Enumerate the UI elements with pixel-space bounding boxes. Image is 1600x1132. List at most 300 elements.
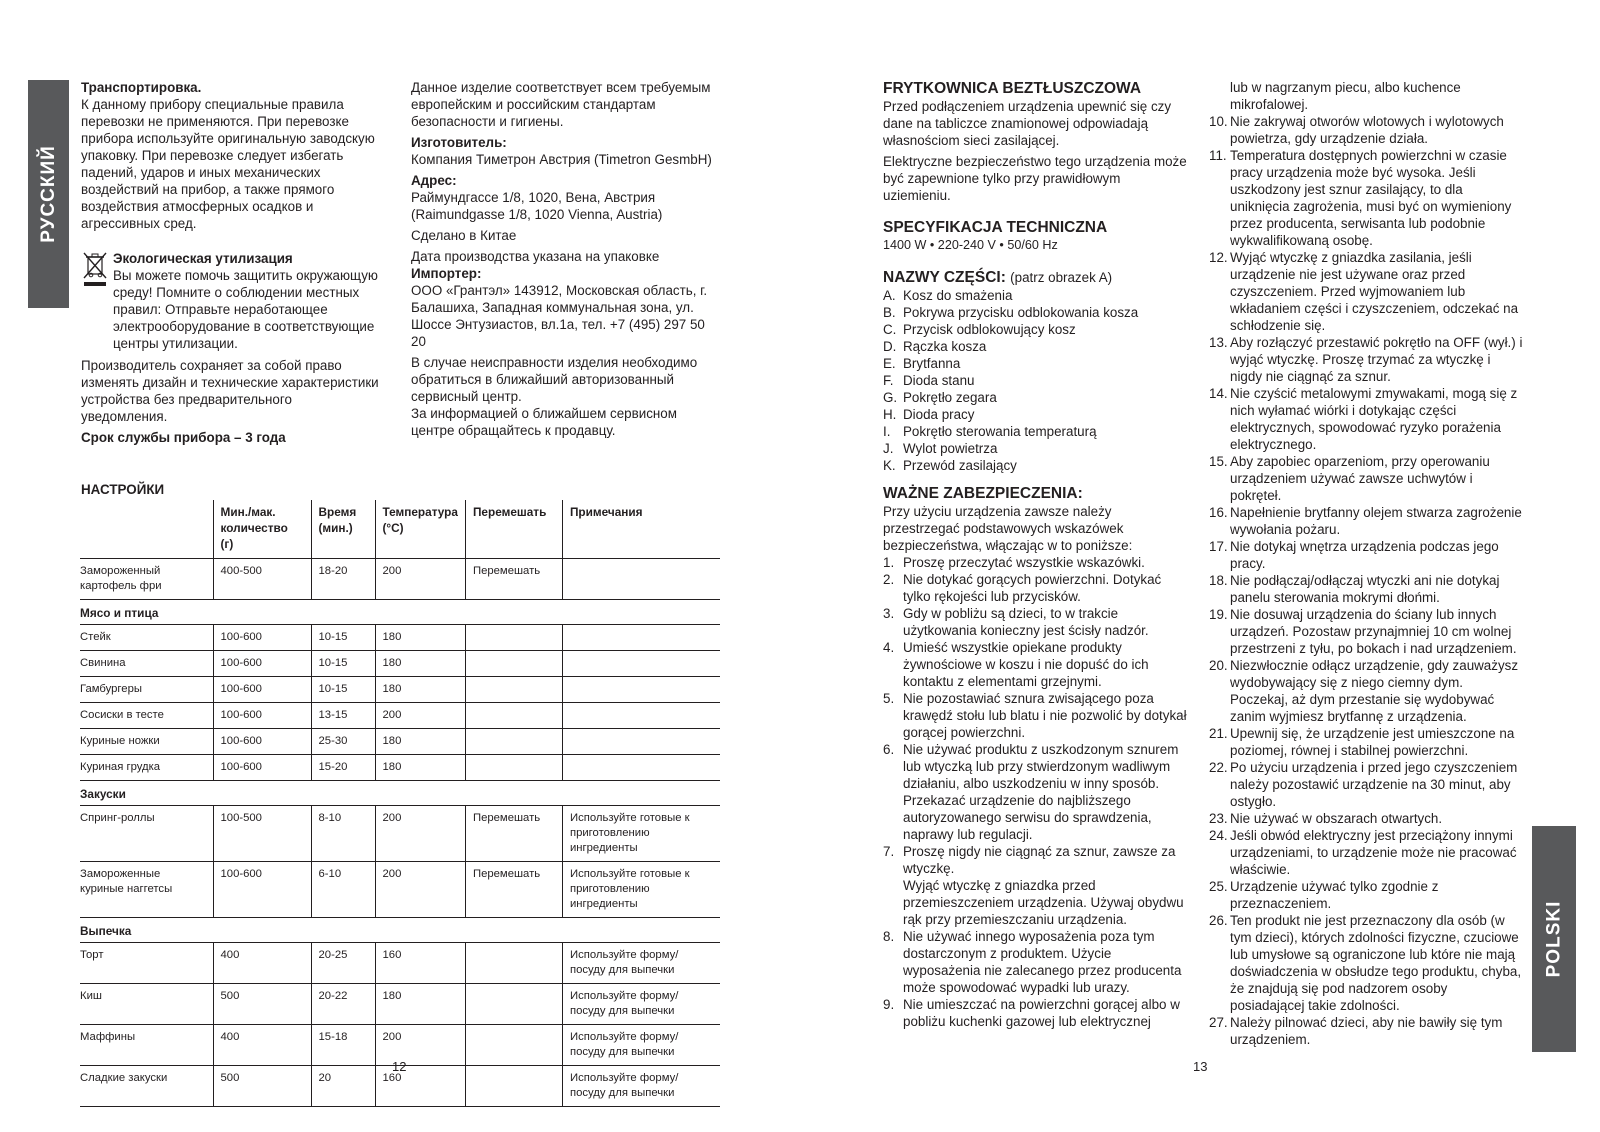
table-group-label: Закуски	[80, 787, 126, 801]
list-item-number: 3.	[883, 606, 895, 621]
list-item-number: I.	[883, 424, 891, 439]
table-cell: 200	[375, 806, 465, 862]
page-number-right: 13	[1193, 1059, 1208, 1074]
list-item-text	[1230, 334, 1523, 385]
table-row	[80, 755, 720, 781]
list-item-text	[903, 372, 974, 389]
list-item-text-main: Niezwłocznie odłącz urządzenie, gdy zauważysz wydobywający się z niego ciemny dym. Poczekaj, aż dym przestanie się wydobywać zanim wyjmiesz brytfannę z urządzenia.	[1230, 658, 1519, 724]
table-row	[80, 703, 720, 729]
safety-list-item	[883, 741, 1187, 843]
parts-list	[883, 287, 1187, 474]
list-item-text-main: Pokrywa przycisku odblokowania kosza	[903, 305, 1139, 320]
table-cell: Замороженный картофель фри	[80, 565, 162, 592]
list-item-number: 12.	[1209, 250, 1228, 265]
safety-list-continued	[1209, 113, 1523, 1048]
list-item-text-main: Nie używać innego wyposażenia poza tym dostarczonym z produktem. Użycie wyposażenia nie zalecanego przez producenta może spowodować wypadki lub urazy.	[903, 929, 1182, 995]
table-cell: Свинина	[80, 657, 126, 669]
list-item-text-extra: Wyjąć wtyczkę z gniazdka przed przemieszczeniem urządzenia. Używaj obydwu rąk przy przemieszczaniu urządzenia.	[903, 878, 1184, 927]
table-cell	[562, 625, 720, 651]
list-item-number: B.	[883, 305, 896, 320]
parts-heading	[883, 268, 1187, 287]
service-text: В случае неисправности изделия необходимо обратиться в ближайший авторизованный сервисный центр.	[411, 355, 698, 404]
list-item-text-main: Dioda stanu	[903, 373, 975, 388]
list-item-number: 27.	[1209, 1015, 1228, 1030]
table-cell: Перемешать	[465, 862, 562, 918]
list-item-text-main: Rączka kosza	[903, 339, 987, 354]
table-cell: 400	[213, 943, 311, 984]
table-cell: 200	[375, 703, 465, 729]
parts-list-item	[883, 287, 1187, 304]
table-cell: Куриные ножки	[80, 735, 160, 747]
safety-list-item	[1209, 249, 1523, 334]
safety-list-item	[883, 690, 1187, 741]
language-tab-russian	[28, 80, 69, 308]
list-item-text	[1230, 827, 1523, 878]
list-item-text	[1230, 147, 1523, 249]
table-cell: 100-600	[213, 651, 311, 677]
list-item-text-main: Nie pozostawiać sznura zwisającego poza krawędź stołu lub blatu i nie pozwolić by dotykał gorącej powierzchni.	[903, 691, 1187, 740]
table-cell: Замороженные куриные наггетсы	[80, 868, 173, 895]
settings-table-body	[80, 559, 720, 1107]
settings-title: НАСТРОЙКИ	[81, 482, 165, 497]
safety-intro: Przy użyciu urządzenia zawsze należy przestrzegać podstawowych wskazówek bezpieczeństwa, włączając w to poniższe:	[883, 504, 1133, 553]
table-cell: 100-600	[213, 703, 311, 729]
safety-list-item	[1209, 385, 1523, 453]
list-item-number: G.	[883, 390, 898, 405]
list-item-number: 6.	[883, 742, 895, 757]
transport-title: Транспортировка.	[81, 80, 202, 95]
table-cell: Спринг-роллы	[80, 812, 155, 824]
table-cell	[465, 1025, 562, 1066]
list-item-text	[1230, 113, 1523, 147]
table-group-row	[80, 918, 720, 943]
list-item-number: 15.	[1209, 454, 1228, 469]
safety-list	[883, 554, 1187, 1030]
safety-list-item	[1209, 827, 1523, 878]
table-cell: 8-10	[311, 806, 375, 862]
list-item-text	[903, 304, 1138, 321]
eco-text: Вы можете помочь защитить окружающую среду! Помните о соблюдении местных правил: Отправьте неработающее электрооборудование в соответствующие центры утилизации.	[113, 268, 378, 351]
list-item-number: 17.	[1209, 539, 1228, 554]
table-row	[80, 729, 720, 755]
settings-table	[80, 500, 720, 1107]
list-item-number: J.	[883, 441, 894, 456]
safety-list-item	[1209, 606, 1523, 657]
table-cell: 180	[375, 651, 465, 677]
list-item-text-main: Nie dotykaj wnętrza urządzenia podczas jego pracy.	[1230, 539, 1499, 571]
table-cell: 500	[213, 1066, 311, 1107]
list-item-number: 5.	[883, 691, 895, 706]
table-cell: 100-600	[213, 625, 311, 651]
list-item-number: 4.	[883, 640, 895, 655]
list-item-text	[1230, 572, 1523, 606]
list-item-text-main: Nie używać produktu z uszkodzonym sznurem lub wtyczką lub przy stwierdzonym wadliwym działaniu, albo uszkodzeniu w inny sposób. Przekazać urządzenie do najbliższego autoryzowanego serwisu do sprawdzenia, naprawy lub regulacji.	[903, 742, 1179, 842]
table-cell	[465, 755, 562, 781]
list-item-text	[903, 338, 986, 355]
list-item-text	[903, 928, 1187, 996]
list-item-text	[903, 554, 1145, 571]
table-cell: Используйте готовые к приготовлению ингредиенты	[562, 862, 720, 918]
table-cell: 100-600	[213, 729, 311, 755]
list-item-text	[1230, 606, 1523, 657]
table-cell: 20	[311, 1066, 375, 1107]
list-item-number: 10.	[1209, 114, 1228, 129]
table-cell: 10-15	[311, 677, 375, 703]
pl-left-column	[883, 79, 1187, 1030]
list-item-text	[903, 741, 1187, 843]
list-item-text	[903, 457, 1017, 474]
table-header-cell: Перемешать	[465, 500, 562, 559]
safety-list-item	[1209, 657, 1523, 725]
table-row	[80, 806, 720, 862]
list-item-text	[1230, 1014, 1523, 1048]
table-cell: Сосиски в тесте	[80, 709, 164, 721]
list-item-text-main: Kosz do smażenia	[903, 288, 1013, 303]
manufacturer-label: Изготовитель:	[411, 135, 507, 150]
table-cell: Используйте готовые к приготовлению ингредиенты	[562, 806, 720, 862]
list-item-number: 13.	[1209, 335, 1228, 350]
list-item-text	[903, 843, 1187, 928]
list-item-text-main: Nie zakrywaj otworów wlotowych i wylotowych powietrza, gdy urządzenie działa.	[1230, 114, 1504, 146]
table-row	[80, 625, 720, 651]
safety-list-item	[883, 554, 1187, 571]
list-item-number: D.	[883, 339, 897, 354]
list-item-number: 2.	[883, 572, 895, 587]
list-item-text-main: Pokrętło zegara	[903, 390, 997, 405]
table-cell	[465, 703, 562, 729]
list-item-text	[903, 423, 1097, 440]
list-item-text	[1230, 657, 1523, 725]
list-item-text-main: Urządzenie używać tylko zgodnie z przeznaczeniem.	[1230, 879, 1439, 911]
table-cell: Используйте форму/ посуду для выпечки	[562, 984, 720, 1025]
list-item-text-main: Temperatura dostępnych powierzchni w czasie pracy urządzenia może być wysoka. Jeśli uszkodzony jest sznur zasilający, to dla uniknięcia zagrożenia, musi być on wymieniony przez producenta, serwisanta lub podobnie wykwalifikowaną osobę.	[1230, 148, 1512, 248]
table-cell	[465, 651, 562, 677]
table-cell: Куриная грудка	[80, 761, 161, 773]
conformity-text: Данное изделие соответствует всем требуемым европейским и российским стандартам безопасности и гигиены.	[411, 80, 711, 129]
list-item-number: 7.	[883, 844, 895, 859]
list-item-text-main: Nie umieszczać na powierzchni gorącej albo w pobliżu kuchenki gazowej lub elektrycznej	[903, 997, 1180, 1029]
parts-list-item	[883, 355, 1187, 372]
safety-list-item	[1209, 504, 1523, 538]
ru-left-column	[81, 79, 381, 450]
table-cell	[465, 984, 562, 1025]
safety-list-item	[883, 928, 1187, 996]
list-item-text-main: Ten produkt nie jest przeznaczony dla osób (w tym dzieci), których zdolności fizyczne, czuciowe lub umysłowe są ograniczone lub które nie mają doświadczenia w obsłudze tego produktu, chyba, że znajdują się pod nadzorem osoby posiadającej takie zdolności.	[1230, 913, 1522, 1013]
table-header-cell: Примечания	[562, 500, 720, 559]
list-item-text-main: Jeśli obwód elektryczny jest przeciążony innymi urządzeniami, to urządzenie może nie pracować właściwie.	[1230, 828, 1517, 877]
parts-list-item	[883, 372, 1187, 389]
table-cell	[465, 943, 562, 984]
table-cell: 100-600	[213, 677, 311, 703]
safety-list-item	[1209, 912, 1523, 1014]
list-item-text	[903, 440, 997, 457]
importer-text: ООО «Грантэл» 143912, Московская область, г. Балашиха, Западная коммунальная зона, ул. Шоссе Энтузиастов, вл.1а, тел. +7 (495) 297 50 20	[411, 283, 708, 349]
table-cell: 160	[375, 1066, 465, 1107]
table-cell	[465, 729, 562, 755]
parts-list-item	[883, 406, 1187, 423]
table-cell: Перемешать	[465, 806, 562, 862]
table-cell: 10-15	[311, 651, 375, 677]
list-item-text-main: Nie dosuwaj urządzenia do ściany lub innych urządzeń. Pozostaw przynajmniej 10 cm wolnej przestrzeni z tyłu, po bokach i nad urządzeniem.	[1230, 607, 1517, 656]
table-cell: 200	[375, 862, 465, 918]
table-header-row	[80, 500, 720, 559]
safety-continuation: lub w nagrzanym piecu, albo kuchence mikrofalowej.	[1230, 80, 1461, 112]
parts-list-item	[883, 440, 1187, 457]
table-header-cell: Температура (°C)	[375, 500, 465, 559]
parts-list-item	[883, 304, 1187, 321]
safety-list-item	[883, 639, 1187, 690]
table-cell: 160	[375, 943, 465, 984]
table-cell	[562, 677, 720, 703]
list-item-text	[1230, 912, 1523, 1014]
table-cell	[562, 703, 720, 729]
table-cell: 500	[213, 984, 311, 1025]
list-item-text-main: Umieść wszystkie opiekane produkty żywnościowe w koszu i nie dopuść do ich kontaktu z elementami grzejnymi.	[903, 640, 1149, 689]
list-item-text	[1230, 725, 1523, 759]
importer-label: Импортер:	[411, 266, 482, 281]
made-in-text: Сделано в Китае	[411, 228, 517, 243]
list-item-text-main: Dioda pracy	[903, 407, 975, 422]
safety-list-item	[1209, 878, 1523, 912]
table-cell: Сладкие закуски	[80, 1072, 168, 1084]
table-cell: 200	[375, 559, 465, 600]
table-cell: 13-15	[311, 703, 375, 729]
list-item-number: C.	[883, 322, 897, 337]
list-item-text-main: Należy pilnować dzieci, aby nie bawiły się tym urządzeniem.	[1230, 1015, 1503, 1047]
eco-section	[81, 250, 381, 352]
list-item-text-main: Upewnij się, że urządzenie jest umieszczone na poziomej, równej i stabilnej powierzchni.	[1230, 726, 1515, 758]
table-cell	[562, 559, 720, 600]
transport-section	[81, 79, 381, 232]
list-item-text	[903, 355, 960, 372]
list-item-text-main: Przycisk odblokowujący kosz	[903, 322, 1076, 337]
language-tab-label: POLSKI	[1543, 900, 1565, 978]
safety-list-item	[1209, 572, 1523, 606]
list-item-number: K.	[883, 458, 896, 473]
parts-title: NAZWY CZĘŚCI:	[883, 269, 1006, 286]
transport-text: К данному прибору специальные правила перевозки не применяются. При перевозке прибора используйте оригинальную заводскую упаковку. При перевозке следует избегать падений, ударов и иных механических воздействий на прибор, а также прямого воздействия атмосферных осадков и агрессивных сред.	[81, 97, 375, 231]
list-item-text	[903, 406, 974, 423]
list-item-number: E.	[883, 356, 896, 371]
list-item-number: 11.	[1209, 148, 1227, 163]
safety-list-item	[1209, 334, 1523, 385]
spec-values: 1400 W • 220-240 V • 50/60 Hz	[883, 238, 1058, 252]
parts-list-item	[883, 389, 1187, 406]
safety-list-item	[1209, 113, 1523, 147]
safety-list-item	[883, 996, 1187, 1030]
table-row	[80, 559, 720, 600]
table-cell: Киш	[80, 990, 102, 1002]
table-cell: Торт	[80, 949, 104, 961]
table-cell	[562, 729, 720, 755]
safety-list-item	[1209, 147, 1523, 249]
product-title: FRYTKOWNICA BEZTŁUSZCZOWA	[883, 80, 1142, 97]
list-item-text	[903, 605, 1187, 639]
list-item-number: 23.	[1209, 811, 1228, 826]
safety-list-item	[1209, 453, 1523, 504]
design-rights-text: Производитель сохраняет за собой право изменять дизайн и технические характеристики устройства без предварительного уведомления.	[81, 358, 379, 424]
table-cell: Перемешать	[465, 559, 562, 600]
list-item-number: 8.	[883, 929, 895, 944]
table-cell: 100-500	[213, 806, 311, 862]
table-cell	[562, 755, 720, 781]
list-item-number: 19.	[1209, 607, 1228, 622]
list-item-number: 14.	[1209, 386, 1228, 401]
table-cell	[465, 677, 562, 703]
table-cell: 400	[213, 1025, 311, 1066]
table-cell: 18-20	[311, 559, 375, 600]
list-item-text-main: Aby zapobiec oparzeniom, przy operowaniu urządzeniem używać zawsze uchwytów i pokręteł.	[1230, 454, 1490, 503]
list-item-text-main: Gdy w pobliżu są dzieci, to w trakcie użytkowania konieczny jest ścisły nadzór.	[903, 606, 1149, 638]
intro-text-2: Elektryczne bezpieczeństwo tego urządzenia może być zapewnione tylko przy prawidłowym uziemieniu.	[883, 154, 1187, 203]
list-item-text-main: Nie dotykać gorących powierzchni. Dotykać tylko rękojeści lub przycisków.	[903, 572, 1162, 604]
parts-list-item	[883, 423, 1187, 440]
list-item-text	[903, 571, 1187, 605]
table-header-cell	[80, 500, 213, 559]
table-cell: 20-25	[311, 943, 375, 984]
table-cell: 25-30	[311, 729, 375, 755]
list-item-text	[1230, 249, 1523, 334]
list-item-text	[1230, 810, 1442, 827]
list-item-number: 21.	[1209, 726, 1228, 741]
list-item-text	[903, 690, 1187, 741]
table-row	[80, 677, 720, 703]
table-group-row	[80, 781, 720, 806]
list-item-number: 26.	[1209, 913, 1228, 928]
list-item-text-main: Wyjąć wtyczkę z gniazdka zasilania, jeśli urządzenie nie jest używane oraz przed czyszczeniem. Przed wyjmowaniem lub wkładaniem części i czyszczeniem, odczekać na schłodzenie się.	[1230, 250, 1519, 333]
list-item-text	[1230, 385, 1523, 453]
list-item-text-main: Proszę nigdy nie ciągnąć za sznur, zawsze za wtyczkę.	[903, 844, 1176, 876]
list-item-number: 16.	[1209, 505, 1228, 520]
table-header-cell: Время (мин.)	[311, 500, 375, 559]
list-item-number: 20.	[1209, 658, 1228, 673]
table-cell: Гамбургеры	[80, 683, 142, 695]
pl-right-column	[1209, 79, 1523, 1048]
ru-right-column	[411, 79, 716, 439]
list-item-text	[903, 996, 1187, 1030]
table-cell: 200	[375, 1025, 465, 1066]
manufacturer-text: Компания Тиметрон Австрия (Timetron GesmbH)	[411, 152, 712, 167]
list-item-text	[1230, 759, 1523, 810]
table-cell: 100-600	[213, 755, 311, 781]
list-item-number: 25.	[1209, 879, 1228, 894]
table-cell: 10-15	[311, 625, 375, 651]
service-info-text: За информацией о ближайшем сервисном центре обращайтесь к продавцу.	[411, 406, 677, 438]
table-cell: Используйте форму/ посуду для выпечки	[562, 943, 720, 984]
table-group-label: Выпечка	[80, 924, 132, 938]
table-group-label: Мясо и птица	[80, 606, 159, 620]
table-cell: Используйте форму/ посуду для выпечки	[562, 1066, 720, 1107]
table-cell: Маффины	[80, 1031, 136, 1043]
list-item-text-main: Po użyciu urządzenia i przed jego czyszczeniem należy pozostawić urządzenie na 30 minut, aby ostygło.	[1230, 760, 1518, 809]
table-cell: 180	[375, 729, 465, 755]
table-cell: 15-20	[311, 755, 375, 781]
list-item-text-main: Aby rozłączyć przestawić pokrętło na OFF (wył.) i wyjąć wtyczkę. Proszę trzymać za wtyczkę i nigdy nie ciągnąć za sznur.	[1230, 335, 1523, 384]
list-item-text	[903, 639, 1187, 690]
list-item-text	[903, 287, 1012, 304]
table-row	[80, 651, 720, 677]
list-item-text	[903, 321, 1076, 338]
list-item-number: F.	[883, 373, 894, 388]
language-tab-label: РУССКИЙ	[37, 145, 59, 243]
safety-list-item	[883, 605, 1187, 639]
spec-title: SPECYFIKACJA TECHNICZNA	[883, 219, 1108, 236]
table-cell	[465, 1066, 562, 1107]
table-cell	[465, 625, 562, 651]
eco-title: Экологическая утилизация	[113, 251, 293, 266]
list-item-number: H.	[883, 407, 897, 422]
list-item-text-main: Nie czyścić metalowymi zmywakami, mogą się z nich wyłamać wiórki i dotykając części elektrycznych, spowodować ryzyko porażenia elektrycznego.	[1230, 386, 1518, 452]
address-text: Раймундгассе 1/8, 1020, Вена, Австрия (Raimundgasse 1/8, 1020 Vienna, Austria)	[411, 190, 663, 222]
list-item-number: 18.	[1209, 573, 1228, 588]
parts-list-item	[883, 457, 1187, 474]
table-header-cell: Мин./мак. количество (г)	[213, 500, 311, 559]
list-item-number: A.	[883, 288, 896, 303]
table-cell: 400-500	[213, 559, 311, 600]
table-cell: 180	[375, 755, 465, 781]
safety-list-item	[1209, 810, 1523, 827]
safety-list-item	[883, 571, 1187, 605]
service-life-text: Срок службы прибора – 3 года	[81, 430, 286, 445]
production-date-text: Дата производства указана на упаковке	[411, 249, 660, 264]
table-cell: Стейк	[80, 631, 111, 643]
table-cell: 180	[375, 984, 465, 1025]
table-cell: Используйте форму/ посуду для выпечки	[562, 1025, 720, 1066]
table-cell: 180	[375, 625, 465, 651]
list-item-text-main: Nie używać w obszarach otwartych.	[1230, 811, 1443, 826]
table-cell: 180	[375, 677, 465, 703]
list-item-number: 9.	[883, 997, 895, 1012]
page-number-left: 12	[392, 1059, 407, 1074]
table-row	[80, 984, 720, 1025]
list-item-number: 22.	[1209, 760, 1228, 775]
list-item-text-main: Przewód zasilający	[903, 458, 1017, 473]
table-row	[80, 862, 720, 918]
list-item-number: 24.	[1209, 828, 1228, 843]
list-item-text	[1230, 453, 1523, 504]
list-item-text	[1230, 878, 1523, 912]
table-group-row	[80, 600, 720, 625]
table-cell: 20-22	[311, 984, 375, 1025]
parts-subtitle: (patrz obrazek A)	[1010, 270, 1113, 285]
language-tab-polish	[1532, 826, 1576, 1052]
table-cell	[562, 651, 720, 677]
safety-list-item	[1209, 759, 1523, 810]
safety-list-item	[1209, 538, 1523, 572]
table-cell: 15-18	[311, 1025, 375, 1066]
table-cell: 100-600	[213, 862, 311, 918]
list-item-text-main: Proszę przeczytać wszystkie wskazówki.	[903, 555, 1145, 570]
list-item-text-main: Napełnienie brytfanny olejem stwarza zagrożenie wywołania pożaru.	[1230, 505, 1522, 537]
list-item-text-main: Wylot powietrza	[903, 441, 998, 456]
table-cell: 6-10	[311, 862, 375, 918]
list-item-number: 1.	[883, 555, 895, 570]
address-label: Адрес:	[411, 173, 457, 188]
list-item-text	[1230, 504, 1523, 538]
list-item-text-main: Nie podłączaj/odłączaj wtyczki ani nie dotykaj panelu sterowania mokrymi dłońmi.	[1230, 573, 1500, 605]
safety-list-item	[1209, 1014, 1523, 1048]
crossed-out-wheelie-bin-icon	[81, 250, 109, 288]
safety-list-item	[883, 843, 1187, 928]
safety-list-item	[1209, 725, 1523, 759]
safety-title: WAŻNE ZABEZPIECZENIA:	[883, 485, 1083, 502]
list-item-text-main: Brytfanna	[903, 356, 961, 371]
parts-list-item	[883, 338, 1187, 355]
list-item-text	[1230, 538, 1523, 572]
list-item-text	[903, 389, 997, 406]
parts-list-item	[883, 321, 1187, 338]
table-row	[80, 943, 720, 984]
